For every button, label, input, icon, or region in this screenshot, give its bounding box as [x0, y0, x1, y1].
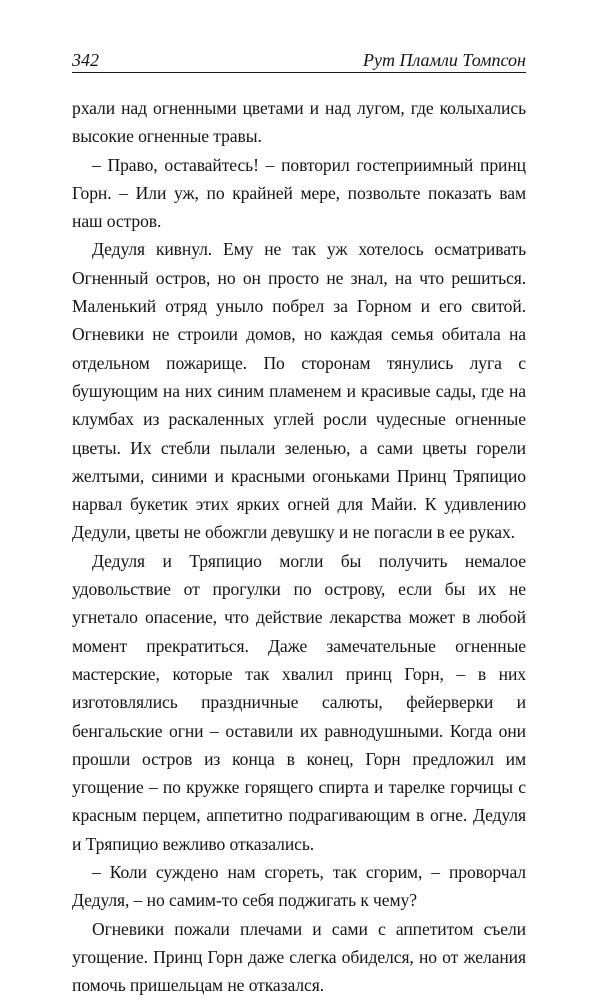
- page-number: 342: [72, 50, 99, 70]
- paragraph: – Коли суждено нам сгореть, так сгорим, – проворчал Дедуля, – но самим-то себя поджигать к чему?: [72, 862, 526, 911]
- paragraph: Дедуля и Тряпицио могли бы получить немалое удовольствие от прогулки по острову, если бы их не угнетало опасение, что действие лекарства может в любой момент прекратиться. Даже замечательные огненные мастерские, которые так хвалил принц Горн, – в них изготовлялись праздничные салюты, фейерверки и бенгальские огни – оставили их равнодушными. Когда они прошли остров из конца в конец, Горн предложил им угощение – по кружке горящего спирта и тарелке горчицы с красным перцем, аппетитно подрагивающим в огне. Дедуля и Тряпицио вежливо отказались.: [72, 550, 526, 854]
- paragraph: рхали над огненными цветами и над лугом, где колыхались высокие огненные травы.: [72, 98, 526, 147]
- running-header: [72, 44, 526, 73]
- paragraph: Дедуля кивнул. Ему не так уж хотелось осматривать Огненный остров, но он просто не знал, на что решиться. Маленький отряд уныло побрел за Горном и его свитой. Огневики не строили домов, но каждая семья обитала на отдельном пожарище. По сторонам тянулись луга с бушующим на них синим пламенем и красивые сады, где на клумбах из раскаленных углей росли чудесные огненные цветы. Их стебли пылали зеленью, а сами цветы горели желтыми, синими и красными огоньками Принц Тряпицио нарвал букетик этих ярких огней для Майи. К удивлению Дедули, цветы не обожгли девушку и не погасли в ее руках.: [72, 239, 526, 543]
- paragraph: – Право, оставайтесь! – повторил гостеприимный принц Горн. – Или уж, по крайней мере, позвольте показать вам наш остров.: [72, 154, 526, 232]
- body-text: [72, 94, 526, 1000]
- paragraph: Огневики пожали плечами и сами с аппетитом съели угощение. Принц Горн даже слегка обиделся, но от желания помочь пришельцам не отказался.: [72, 918, 526, 996]
- running-title: Рут Пламли Томпсон: [362, 50, 526, 70]
